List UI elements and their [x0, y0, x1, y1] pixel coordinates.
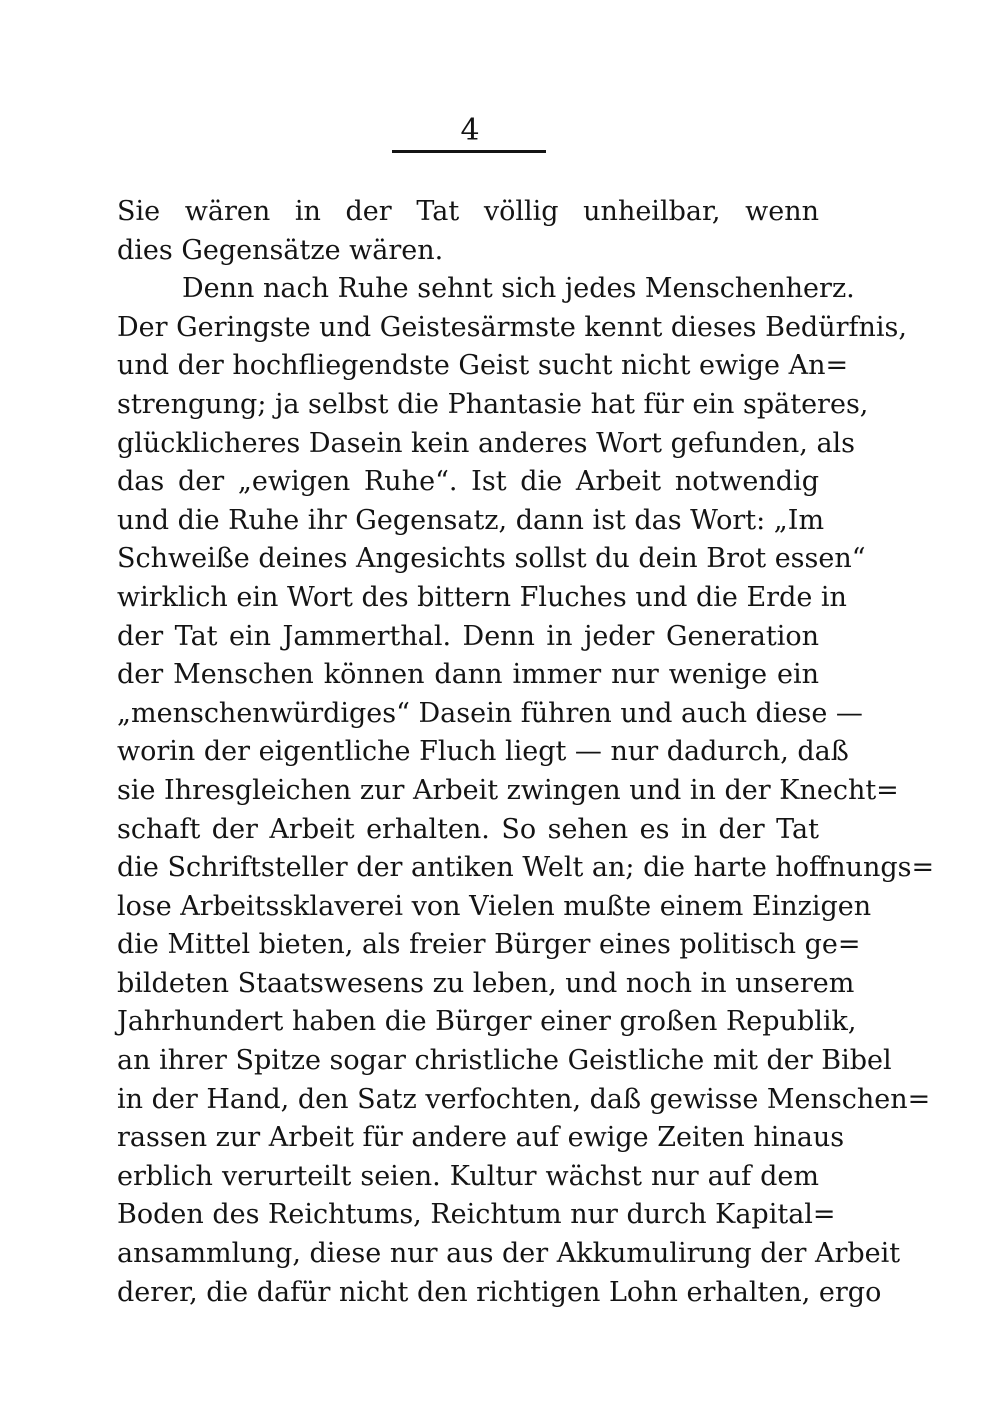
text-line: Schweiße deines Angesichts sollst du dein Brot essen“ — [117, 543, 866, 575]
page-number: 4 — [460, 113, 480, 148]
text-line: und die Ruhe ihr Gegensatz, dann ist das Wort: „Im — [117, 504, 825, 536]
text-line: sie Ihresgleichen zur Arbeit zwingen und in der Knecht= — [117, 774, 899, 806]
text-line: rassen zur Arbeit für andere auf ewige Zeiten hinaus — [117, 1122, 845, 1154]
text-line: lose Arbeitssklaverei von Vielen mußte einem Einzigen — [117, 890, 872, 922]
text-line: Jahrhundert haben die Bürger einer großen Republik, — [117, 1006, 857, 1038]
text-line: wirklich ein Wort des bittern Fluches und die Erde in — [117, 581, 847, 613]
text-line: schaft der Arbeit erhalten. So sehen es in der Tat — [117, 813, 819, 845]
text-line: das der „ewigen Ruhe“. Ist die Arbeit notwendig — [117, 466, 819, 498]
text-line: die Schriftsteller der antiken Welt an; die harte hoffnungs= — [117, 852, 935, 884]
text-line: Der Geringste und Geistesärmste kennt dieses Bedürfnis, — [117, 311, 907, 343]
text-line: strengung; ja selbst die Phantasie hat für ein späteres, — [117, 388, 869, 420]
text-line: an ihrer Spitze sogar christliche Geistliche mit der Bibel — [117, 1045, 892, 1077]
body-text — [117, 193, 935, 1312]
text-line: ansammlung, diese nur aus der Akkumulirung der Arbeit — [117, 1238, 901, 1270]
text-line: „menschenwürdiges“ Dasein führen und auch diese — — [117, 697, 863, 729]
text-line: die Mittel bieten, als freier Bürger eines politisch ge= — [117, 929, 861, 961]
text-line: dies Gegensätze wären. — [117, 234, 444, 266]
text-line: in der Hand, den Satz verfochten, daß gewisse Menschen= — [117, 1083, 931, 1115]
text-line: und der hochfliegendste Geist sucht nicht ewige An= — [117, 350, 849, 382]
text-line: der Menschen können dann immer nur wenige ein — [117, 659, 819, 691]
text-line: worin der eigentliche Fluch liegt — nur dadurch, daß — [117, 736, 849, 768]
text-line: Boden des Reichtums, Reichtum nur durch Kapital= — [117, 1199, 836, 1231]
text-line: der Tat ein Jammerthal. Denn in jeder Generation — [117, 620, 819, 652]
header-rule — [392, 150, 546, 153]
text-line: Sie wären in der Tat völlig unheilbar, wenn — [117, 196, 819, 227]
text-line: glücklicheres Dasein kein anderes Wort gefunden, als — [117, 427, 856, 459]
text-line: derer, die dafür nicht den richtigen Lohn erhalten, ergo — [117, 1276, 882, 1308]
text-line: bildeten Staatswesens zu leben, und noch in unserem — [117, 967, 855, 999]
text-line: Denn nach Ruhe sehnt sich jedes Menschenherz. — [182, 273, 855, 305]
text-line: erblich verurteilt seien. Kultur wächst nur auf dem — [117, 1160, 819, 1192]
